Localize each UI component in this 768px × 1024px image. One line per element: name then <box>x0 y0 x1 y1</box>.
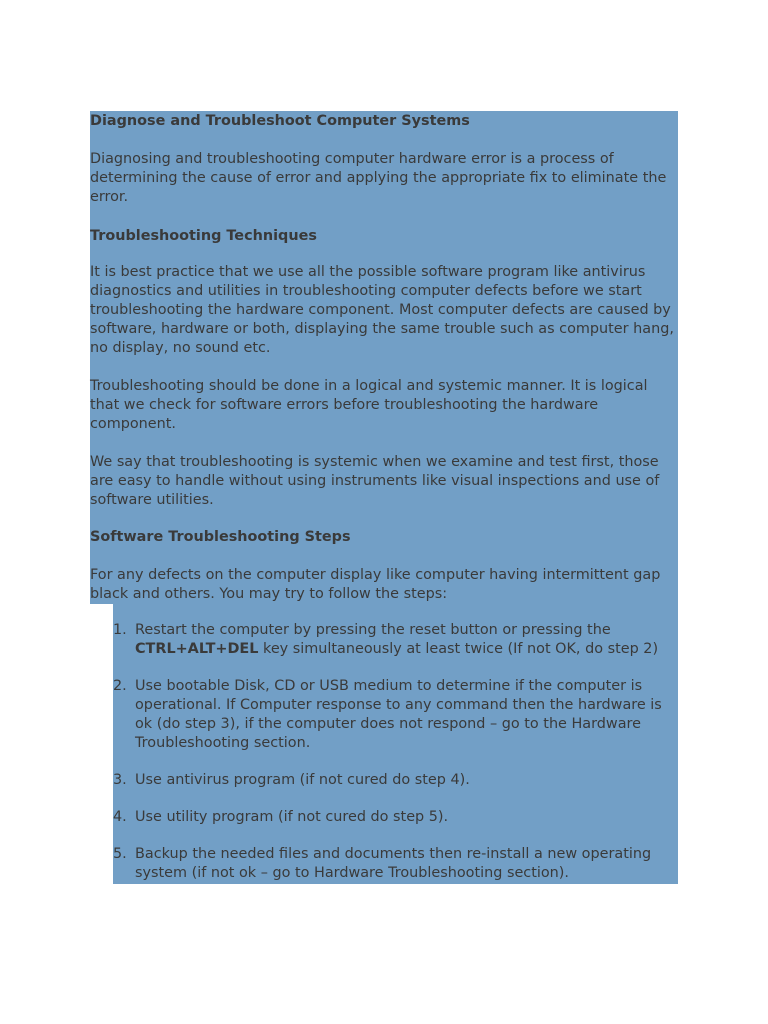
step-number: 3. <box>113 772 127 788</box>
list-item <box>113 808 678 827</box>
spacer <box>90 207 678 226</box>
intro-paragraph: Diagnosing and troubleshooting computer hardware error is a process of determining the cause of error and applying the appropriate fix to eliminate the error. <box>90 150 678 207</box>
paragraph-best-practice: It is best practice that we use all the possible software program like antivirus diagnostics and utilities in troubleshooting computer defects before we start troubleshooting the hardware component. Most computer defects are caused by software, hardware or both, displaying the same trouble such as computer hang, no display, no sound etc. <box>90 263 678 358</box>
document-title: Diagnose and Troubleshoot Computer Systems <box>90 111 678 131</box>
spacer <box>90 246 678 263</box>
paragraph-logical: Troubleshooting should be done in a logical and systemic manner. It is logical that we check for software errors before troubleshooting the hardware component. <box>90 377 678 434</box>
paragraph-systemic: We say that troubleshooting is systemic when we examine and test first, those are easy to handle without using instruments like visual inspections and use of software utilities. <box>90 453 678 510</box>
step-text: Use utility program (if not cured do step 5). <box>135 809 449 825</box>
document-body <box>90 111 678 884</box>
spacer <box>90 510 678 527</box>
step-number: 2. <box>113 678 127 694</box>
step-text: Restart the computer by pressing the reset button or pressing the <box>135 622 611 638</box>
list-item <box>113 677 678 753</box>
steps-list <box>113 621 678 883</box>
step-number: 5. <box>113 846 127 862</box>
paragraph-steps-intro: For any defects on the computer display like computer having intermittent gap black and others. You may try to follow the steps: <box>90 566 678 604</box>
step-number: 4. <box>113 809 127 825</box>
step-text: Use bootable Disk, CD or USB medium to determine if the computer is operational. If Computer response to any command then the hardware is ok (do step 3), if the computer does not respond – go to the Hardware Troubleshooting section. <box>135 678 662 751</box>
spacer <box>90 547 678 566</box>
steps-container <box>113 604 678 884</box>
step-text: key simultaneously at least twice (If not OK, do step 2) <box>258 641 659 657</box>
step-text: Use antivirus program (if not cured do step 4). <box>135 772 470 788</box>
step-number: 1. <box>113 622 127 638</box>
list-item <box>113 845 678 883</box>
spacer <box>90 358 678 377</box>
spacer <box>90 434 678 453</box>
step-text: Backup the needed files and documents then re-install a new operating system (if not ok – go to Hardware Troubleshooting section). <box>135 846 652 881</box>
section-heading-techniques: Troubleshooting Techniques <box>90 226 678 246</box>
key-combination: CTRL+ALT+DEL <box>135 641 259 657</box>
list-item <box>113 771 678 790</box>
section-heading-software-steps: Software Troubleshooting Steps <box>90 527 678 547</box>
list-item <box>113 621 678 659</box>
spacer <box>90 131 678 150</box>
